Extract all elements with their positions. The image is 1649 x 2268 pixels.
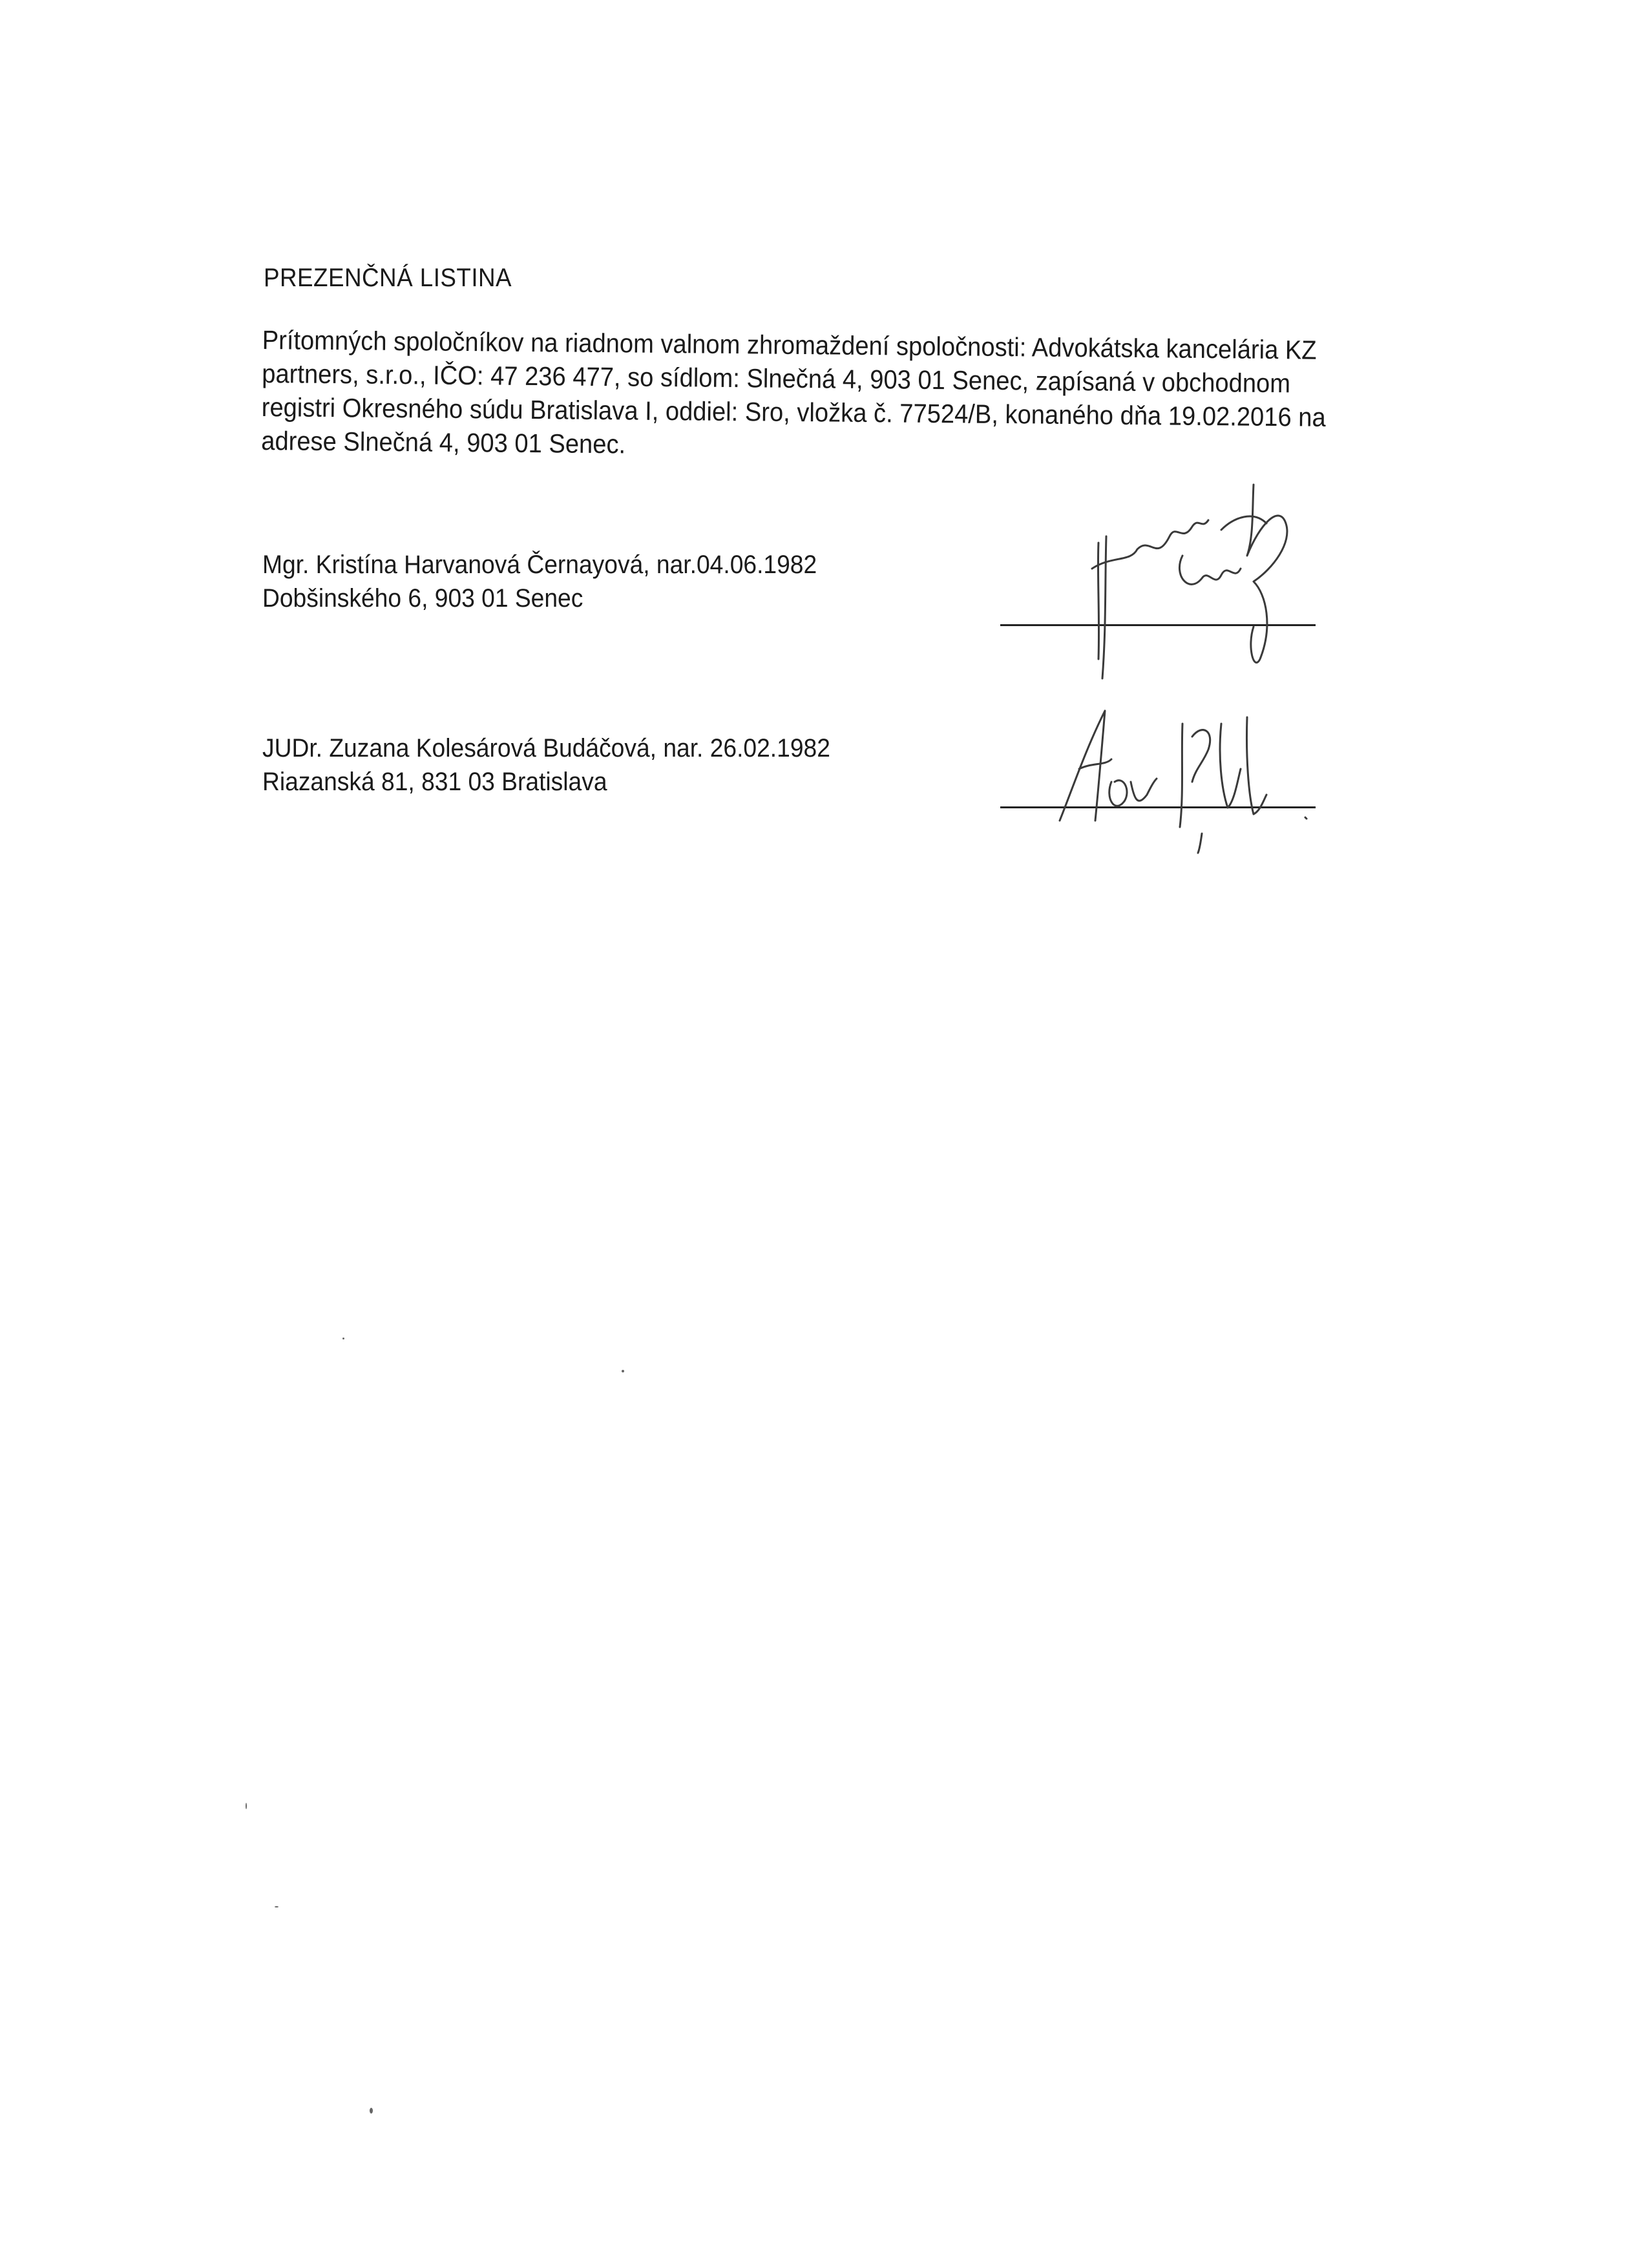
intro-line: registri Okresného súdu Bratislava I, oddiel: Sro, vložka č. 77524/B, konaného dňa 19.02.2016 na (261, 392, 1326, 432)
document-title: PREZENČNÁ LISTINA (264, 264, 512, 292)
attendee-name: JUDr. Zuzana Kolesárová Budáčová, nar. 26.02.1982 (262, 734, 830, 762)
attendee-name: Mgr. Kristína Harvanová Černayová, nar.04.06.1982 (262, 551, 817, 579)
attendee-entry (262, 548, 817, 615)
intro-line: partners, s.r.o., IČO: 47 236 477, so sídlom: Slnečná 4, 903 01 Senec, zapísaná v obchodnom (262, 358, 1291, 399)
scan-speck (275, 1906, 278, 1907)
scan-speck (622, 1370, 624, 1372)
handwritten-signature (1034, 685, 1331, 853)
intro-line: adrese Slnečná 4, 903 01 Senec. (261, 425, 626, 459)
scan-speck (370, 2108, 373, 2114)
attendee-address: Riazanská 81, 831 03 Bratislava (262, 768, 607, 796)
attendee-entry (262, 731, 830, 799)
attendee-address: Dobšinského 6, 903 01 Senec (262, 584, 583, 613)
scan-speck (246, 1803, 247, 1809)
intro-paragraph (261, 323, 1413, 468)
scan-speck (342, 1338, 344, 1339)
intro-line: Prítomných spoločníkov na riadnom valnom zhromaždení spoločnosti: Advokátska kancelária KZ (262, 324, 1317, 365)
